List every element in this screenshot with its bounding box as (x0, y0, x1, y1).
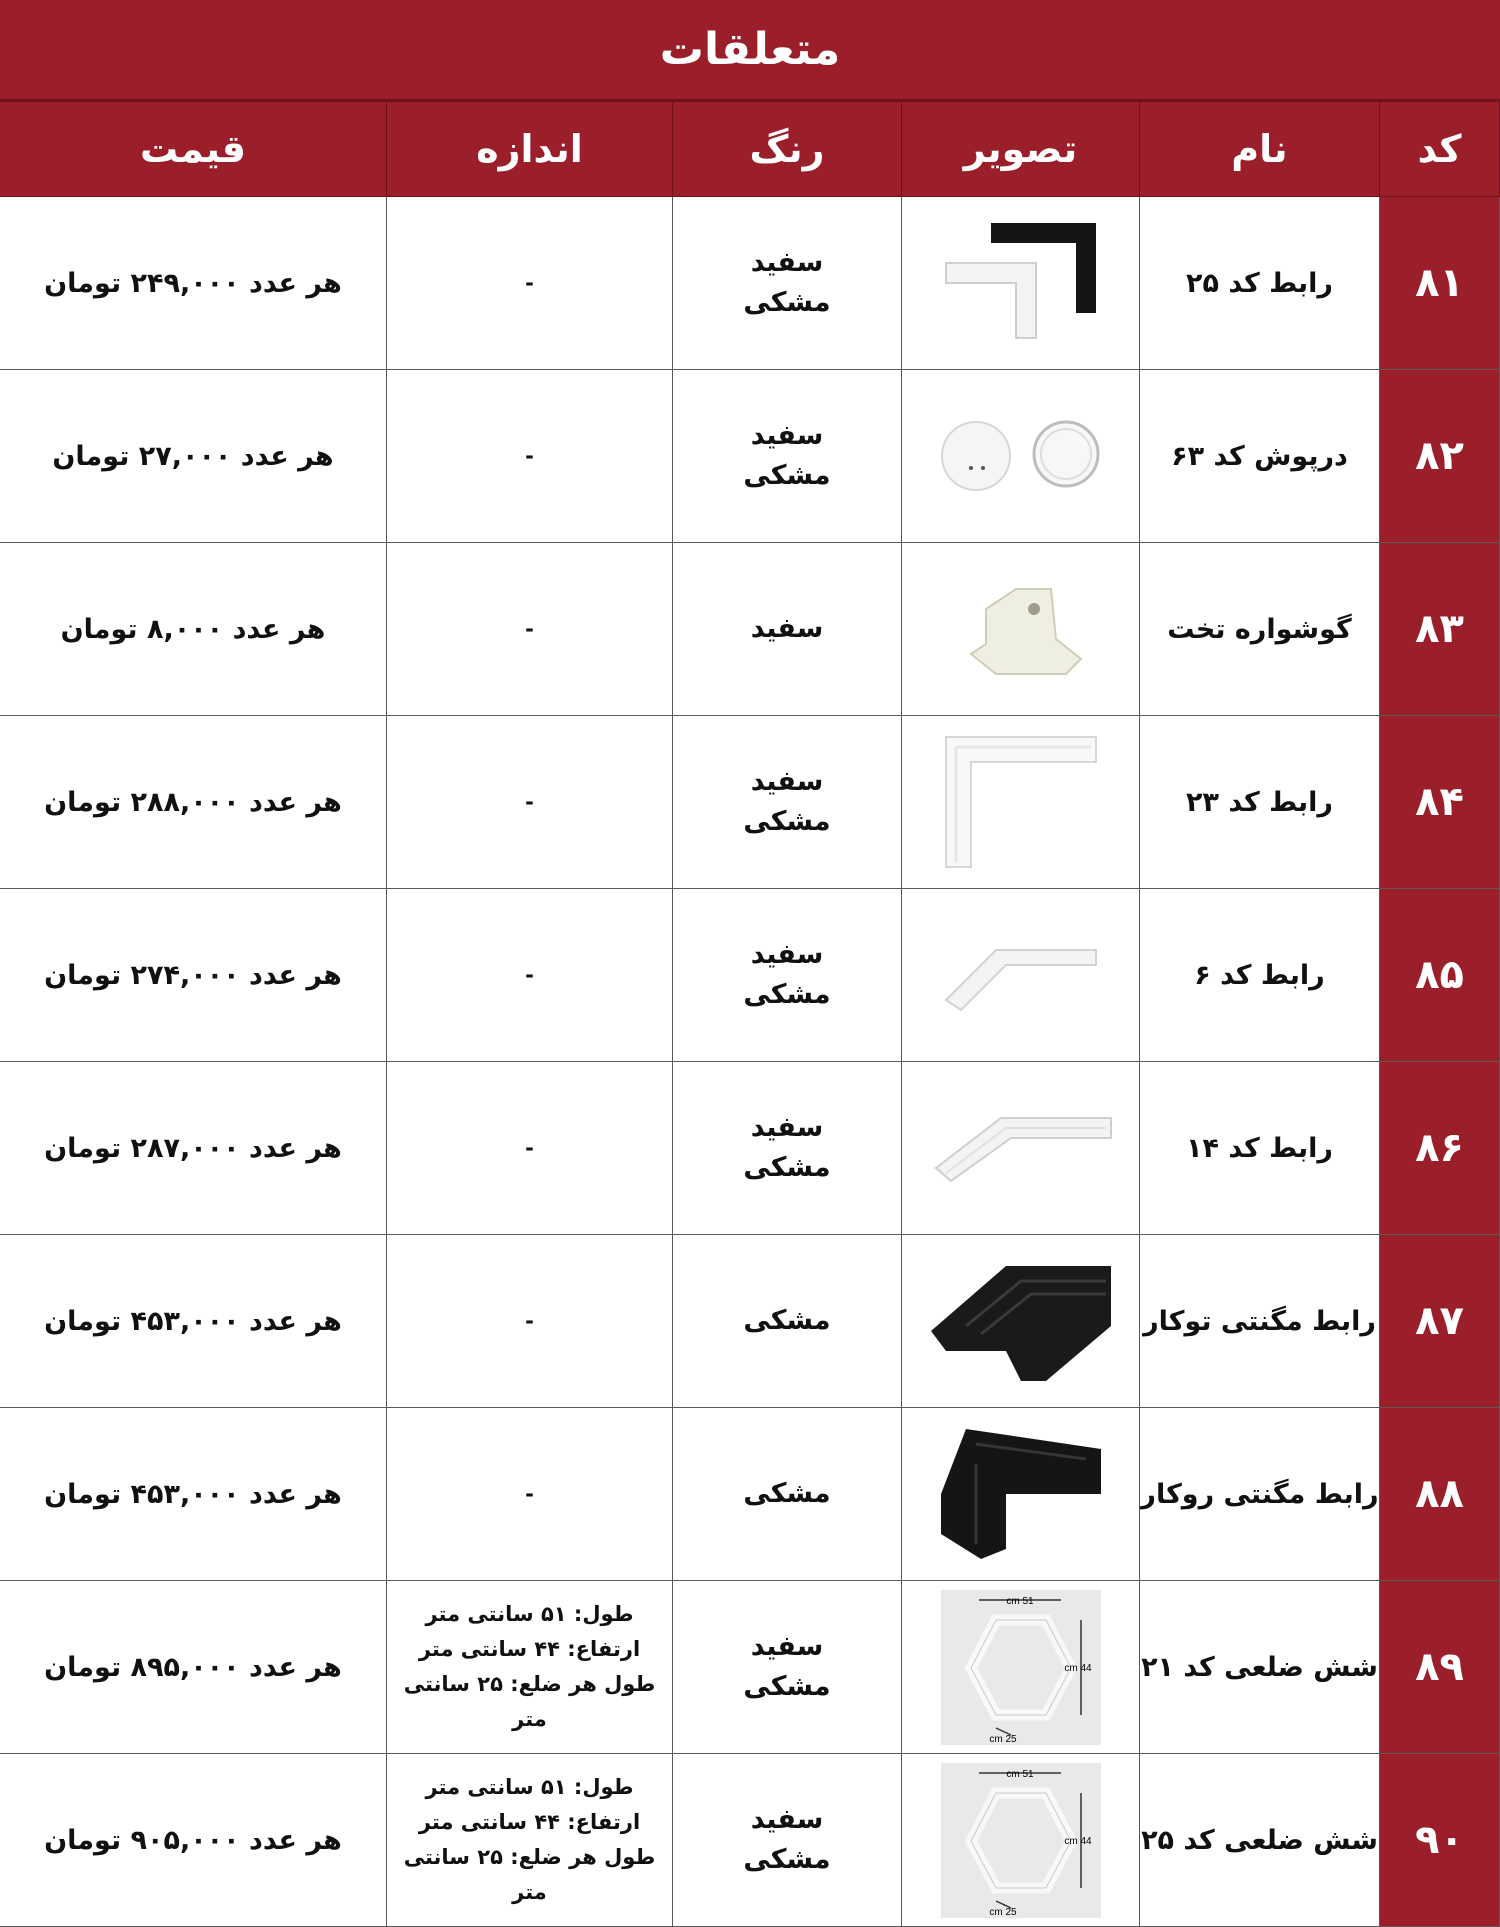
row-price: هر عدد ۹۰۵,۰۰۰ تومان (0, 1754, 387, 1927)
size-line: - (525, 1481, 534, 1506)
header-name: نام (1140, 102, 1380, 197)
row-size (387, 889, 673, 1062)
row-size (387, 716, 673, 889)
row-price: هر عدد ۸۹۵,۰۰۰ تومان (0, 1581, 387, 1754)
row-name: شش ضلعی کد ۲۵ (1140, 1754, 1380, 1927)
color-option: سفید (750, 1804, 824, 1835)
row-price: هر عدد ۲۸۸,۰۰۰ تومان (0, 716, 387, 889)
row-image (902, 1408, 1140, 1581)
dimension-side-label: 25 cm (988, 1906, 1017, 1918)
table-row (0, 197, 1500, 370)
size-line: طول: ۵۱ سانتی متر (425, 1775, 634, 1799)
corner-connector-black-white-image (902, 218, 1139, 348)
row-image (902, 197, 1140, 370)
row-size (387, 197, 673, 370)
row-image (902, 1235, 1140, 1408)
header-color: رنگ (673, 102, 902, 197)
row-size (387, 1754, 673, 1927)
flat-corner-connector-2-image (902, 1103, 1139, 1193)
size-line: طول هر ضلع: ۲۵ سانتی متر (403, 1672, 656, 1731)
row-size (387, 1235, 673, 1408)
magnetic-surface-connector-image (902, 1424, 1139, 1564)
flat-corner-connector-image (902, 930, 1139, 1020)
corner-connector-white-image (902, 732, 1139, 872)
hexagon-frame-illustration (941, 1590, 1101, 1745)
row-code: ۸۷ (1380, 1235, 1500, 1408)
size-line: - (525, 1308, 534, 1333)
table-row (0, 1235, 1500, 1408)
dimension-side-label: 25 cm (988, 1733, 1017, 1745)
dimension-height-label: 44 cm (1063, 1835, 1092, 1847)
row-name: رابط کد ۱۴ (1140, 1062, 1380, 1235)
color-option: مشکی (743, 806, 831, 837)
size-line: - (525, 443, 534, 468)
magnetic-recessed-connector-image (902, 1256, 1139, 1386)
dimension-width-label: 51 cm (1005, 1595, 1034, 1607)
color-option: سفید (750, 247, 824, 278)
size-line: - (525, 962, 534, 987)
row-name: گوشواره تخت (1140, 543, 1380, 716)
row-name: رابط کد ۲۳ (1140, 716, 1380, 889)
row-price: هر عدد ۲۴۹,۰۰۰ تومان (0, 197, 387, 370)
color-option: سفید (750, 420, 824, 451)
row-name: رابط کد ۶ (1140, 889, 1380, 1062)
row-code: ۸۴ (1380, 716, 1500, 889)
row-code: ۸۲ (1380, 370, 1500, 543)
size-line: - (525, 789, 534, 814)
row-image (902, 370, 1140, 543)
row-image (902, 1062, 1140, 1235)
header-price: قیمت (0, 102, 387, 197)
size-line: - (525, 616, 534, 641)
row-colors (673, 1408, 902, 1581)
hexagon-frame-illustration (941, 1763, 1101, 1918)
row-colors (673, 716, 902, 889)
color-option: مشکی (743, 287, 831, 318)
color-option: سفید (750, 613, 824, 644)
row-size (387, 543, 673, 716)
row-name: درپوش کد ۶۳ (1140, 370, 1380, 543)
row-colors (673, 1235, 902, 1408)
row-price: هر عدد ۸,۰۰۰ تومان (0, 543, 387, 716)
size-line: ارتفاع: ۴۴ سانتی متر (418, 1637, 641, 1661)
table-header-row (0, 102, 1500, 197)
size-line: طول هر ضلع: ۲۵ سانتی متر (403, 1845, 656, 1904)
row-colors (673, 1062, 902, 1235)
size-line: طول: ۵۱ سانتی متر (425, 1602, 634, 1626)
row-colors (673, 1754, 902, 1927)
row-name: رابط مگنتی روکار (1140, 1408, 1380, 1581)
color-option: مشکی (743, 1305, 831, 1336)
row-size (387, 1581, 673, 1754)
table-row (0, 1581, 1500, 1754)
row-name: رابط مگنتی توکار (1140, 1235, 1380, 1408)
round-caps-image (902, 406, 1139, 506)
table-row (0, 1062, 1500, 1235)
row-size (387, 1062, 673, 1235)
size-line: - (525, 270, 534, 295)
table-row (0, 889, 1500, 1062)
header-code: کد (1380, 102, 1500, 197)
dimension-width-label: 51 cm (1005, 1768, 1034, 1780)
table-row (0, 543, 1500, 716)
table-row (0, 1754, 1500, 1927)
table-row (0, 1408, 1500, 1581)
color-option: سفید (750, 1631, 824, 1662)
row-colors (673, 889, 902, 1062)
flat-bracket-image (902, 574, 1139, 684)
row-code: ۸۳ (1380, 543, 1500, 716)
row-name: رابط کد ۲۵ (1140, 197, 1380, 370)
row-size (387, 1408, 673, 1581)
color-option: سفید (750, 766, 824, 797)
row-code: ۸۶ (1380, 1062, 1500, 1235)
accessories-table (0, 101, 1500, 1927)
row-code: ۸۹ (1380, 1581, 1500, 1754)
color-option: مشکی (743, 1478, 831, 1509)
row-name: شش ضلعی کد ۲۱ (1140, 1581, 1380, 1754)
row-code: ۹۰ (1380, 1754, 1500, 1927)
row-colors (673, 1581, 902, 1754)
row-code: ۸۱ (1380, 197, 1500, 370)
row-image (902, 1754, 1140, 1927)
color-option: مشکی (743, 1671, 831, 1702)
row-price: هر عدد ۲۷,۰۰۰ تومان (0, 370, 387, 543)
page-title: متعلقات (0, 0, 1500, 101)
size-line: - (525, 1135, 534, 1160)
header-size: اندازه (387, 102, 673, 197)
header-image: تصویر (902, 102, 1140, 197)
color-option: سفید (750, 1112, 824, 1143)
color-option: سفید (750, 939, 824, 970)
size-line: ارتفاع: ۴۴ سانتی متر (418, 1810, 641, 1834)
row-price: هر عدد ۲۷۴,۰۰۰ تومان (0, 889, 387, 1062)
color-option: مشکی (743, 460, 831, 491)
row-image (902, 716, 1140, 889)
row-colors (673, 197, 902, 370)
color-option: مشکی (743, 979, 831, 1010)
row-colors (673, 543, 902, 716)
color-option: مشکی (743, 1152, 831, 1183)
row-price: هر عدد ۴۵۳,۰۰۰ تومان (0, 1408, 387, 1581)
row-size (387, 370, 673, 543)
row-price: هر عدد ۴۵۳,۰۰۰ تومان (0, 1235, 387, 1408)
row-image (902, 543, 1140, 716)
color-option: مشکی (743, 1844, 831, 1875)
row-colors (673, 370, 902, 543)
row-image (902, 889, 1140, 1062)
row-code: ۸۵ (1380, 889, 1500, 1062)
row-price: هر عدد ۲۸۷,۰۰۰ تومان (0, 1062, 387, 1235)
dimension-height-label: 44 cm (1063, 1662, 1092, 1674)
table-row (0, 716, 1500, 889)
row-image (902, 1581, 1140, 1754)
row-code: ۸۸ (1380, 1408, 1500, 1581)
table-row (0, 370, 1500, 543)
